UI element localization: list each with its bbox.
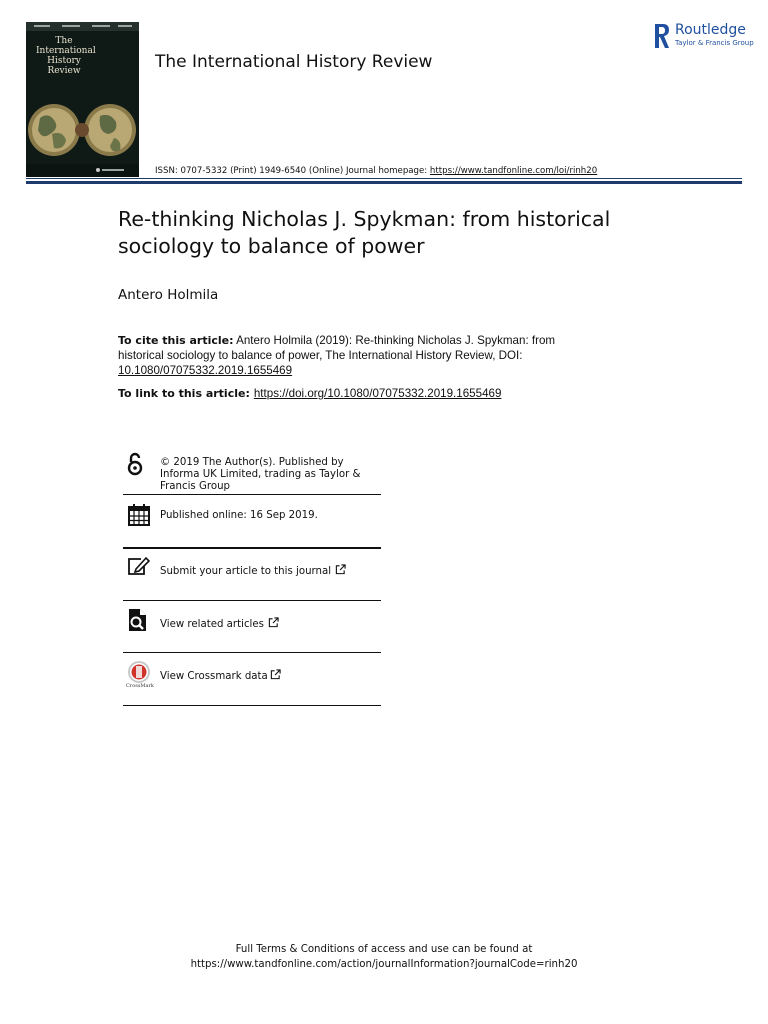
issn-line (155, 166, 597, 176)
terms-footer (0, 942, 768, 972)
related-articles-icon (127, 607, 149, 633)
article-link-block (118, 387, 501, 400)
citation-block (118, 333, 588, 378)
crossmark-badge-text: CrossMark (126, 683, 154, 689)
open-access-icon (127, 452, 143, 476)
related-articles-label: View related articles (160, 619, 264, 630)
related-articles-link[interactable] (160, 617, 279, 631)
journal-homepage-link[interactable]: https://www.tandfonline.com/loi/rinh20 (429, 166, 598, 176)
crossmark-item[interactable] (123, 657, 381, 705)
crossmark-link[interactable] (160, 669, 281, 683)
routledge-r-icon (653, 22, 671, 50)
terms-line: Full Terms & Conditions of access and use can be found at (235, 944, 533, 955)
crossmark-label: View Crossmark data (160, 671, 268, 682)
cite-doi-link[interactable]: 10.1080/07075332.2019.1655469 (118, 364, 293, 377)
journal-title[interactable]: The International History Review (155, 52, 433, 72)
submit-article-link[interactable] (160, 564, 346, 578)
calendar-icon (127, 503, 151, 527)
article-doi-link[interactable]: https://doi.org/10.1080/07075332.2019.1655469 (253, 387, 502, 400)
info-divider-2 (123, 547, 381, 549)
external-link-icon (335, 564, 346, 575)
edit-icon (127, 556, 151, 576)
external-link-icon (268, 617, 279, 628)
info-divider-3 (123, 600, 381, 601)
article-title: Re-thinking Nicholas J. Spykman: from historical sociology to balance of power (118, 207, 611, 258)
submit-article-item[interactable] (123, 553, 381, 600)
link-label: To link to this article: (118, 387, 250, 400)
info-divider-4 (123, 652, 381, 653)
journal-cover (26, 22, 139, 177)
terms-url[interactable]: https://www.tandfonline.com/action/journalInformation?journalCode=rinh20 (190, 959, 578, 970)
license-item (123, 450, 381, 494)
published-date: Published online: 16 Sep 2019. (160, 510, 318, 521)
issn-text: ISSN: 0707-5332 (Print) 1949-6540 (Online) Journal homepage: (155, 166, 430, 176)
header-divider-thin (26, 178, 742, 179)
published-item (123, 500, 381, 546)
info-divider-5 (123, 705, 381, 706)
publisher-subtitle: Taylor & Francis Group (675, 39, 754, 47)
publisher-name: Routledge (675, 22, 746, 38)
cite-text: Antero Holmila (2019): Re-thinking Nicholas J. Spykman: from historical sociology to balance of power, The International History Review, DOI: (118, 334, 556, 362)
article-author: Antero Holmila (118, 287, 219, 303)
cover-journal-name: The International History Review (36, 36, 96, 76)
cite-label: To cite this article: (118, 334, 234, 347)
publisher-logo[interactable] (653, 22, 754, 50)
related-articles-item[interactable] (123, 605, 381, 652)
license-text: © 2019 The Author(s). Published by Informa UK Limited, trading as Taylor & Francis Group (160, 457, 361, 492)
info-divider-1 (123, 494, 381, 495)
header-divider-thick (26, 181, 742, 184)
submit-article-label: Submit your article to this journal (160, 566, 332, 577)
external-link-icon (270, 669, 281, 680)
